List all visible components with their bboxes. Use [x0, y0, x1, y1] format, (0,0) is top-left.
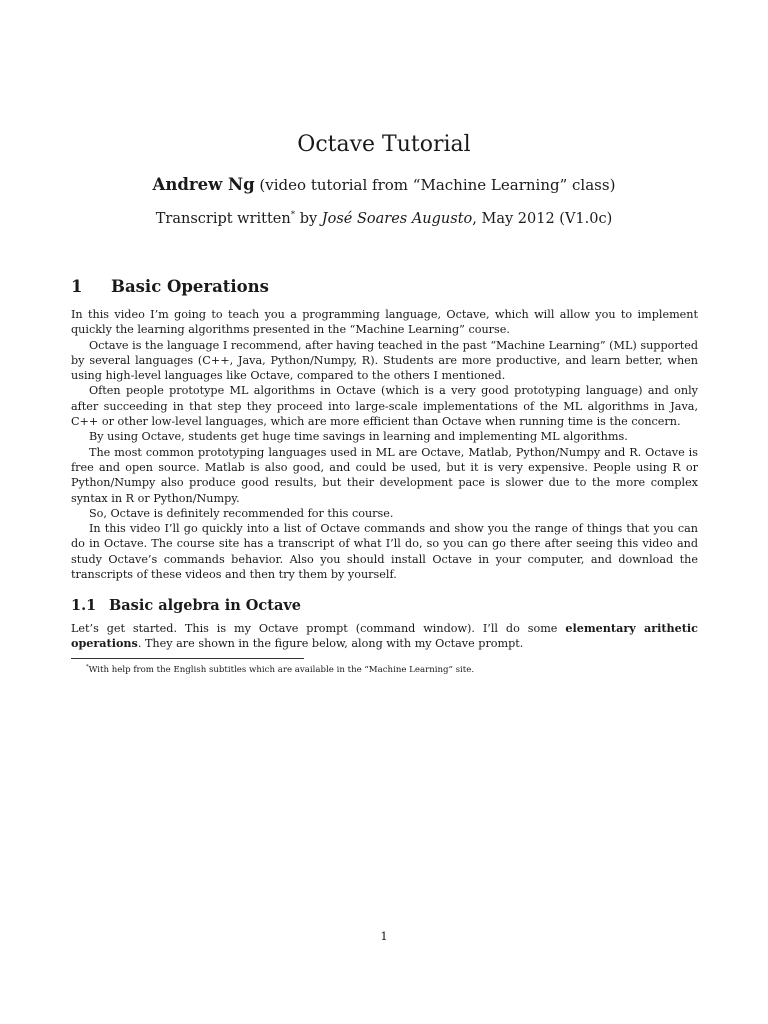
paragraph: So, Octave is definitely recommended for this course.: [89, 506, 394, 520]
paragraph: [71, 621, 698, 652]
paragraph: Often people prototype ML algorithms in Octave (which is a very good prototyping language) and only after succeeding in that step they proceed into large-scale implementations of the ML algorithms in Java, C++ or other low-level languages, which are more efficient than Octave when running time is the concern.: [71, 384, 698, 429]
footnote: [86, 661, 696, 676]
author-line: [0, 174, 768, 196]
section-title: Basic Operations: [111, 277, 269, 296]
section-heading: [71, 275, 269, 299]
footnote-text: With help from the English subtitles which are available in the “Machine Learning” site.: [88, 664, 475, 675]
footnote-marker: *: [290, 210, 296, 220]
page-number: 1: [380, 929, 388, 943]
document-title: Octave Tutorial: [297, 132, 471, 157]
section-body: [71, 307, 698, 582]
paragraph: The most common prototyping languages used in ML are Octave, Matlab, Python/Numpy and R. Octave is free and open source. Matlab is also good, and could be used, but it is very expensive. People using R or Python/Numpy also produce good results, but their development pace is slower due to the more complex syntax in R or Python/Numpy.: [71, 445, 698, 505]
subsection-heading: [71, 595, 301, 617]
subsection-number: 1.1: [71, 597, 97, 614]
transcript-by: by: [299, 210, 318, 227]
footnote-marker: *: [86, 664, 89, 670]
paragraph-text: . They are shown in the figure below, along with my Octave prompt.: [137, 637, 524, 651]
author-note: (video tutorial from “Machine Learning” class): [259, 176, 616, 194]
emphasis-text: elementary arithetic operations: [71, 621, 698, 651]
subsection-title: Basic algebra in Octave: [109, 597, 301, 614]
section-number: 1: [71, 277, 83, 296]
paragraph: Octave is the language I recommend, after having teached in the past “Machine Learning” (ML) supported by several languages (C++, Java, Python/Numpy, R). Students are more productive, and learn better, when using high-level languages like Octave, compared to the others I mentioned.: [71, 338, 698, 383]
paragraph: In this video I’m going to teach you a programming language, Octave, which will allow you to implement quickly the learning algorithms presented in the “Machine Learning” course.: [71, 308, 698, 337]
paragraph-text: Let’s get started. This is my Octave prompt (command window). I’ll do some: [71, 622, 566, 635]
paragraph: By using Octave, students get huge time savings in learning and implementing ML algorithms.: [89, 430, 628, 444]
footnote-rule: [71, 658, 304, 659]
author-name: Andrew Ng: [152, 175, 255, 194]
transcriber-name: José Soares Augusto: [321, 210, 473, 227]
transcript-prefix: Transcript written: [155, 210, 291, 227]
subsection-body: [71, 621, 698, 652]
transcript-line: [0, 204, 768, 230]
paragraph: In this video I’ll go quickly into a list of Octave commands and show you the range of things that you can do in Octave. The course site has a transcript of what I’ll do, so you can go there after seeing this video and study Octave’s commands behavior. Also you should install Octave in your computer, and download the transcripts of these videos and then try them by yourself.: [71, 522, 698, 582]
transcript-date: , May 2012 (V1.0c): [472, 210, 613, 227]
